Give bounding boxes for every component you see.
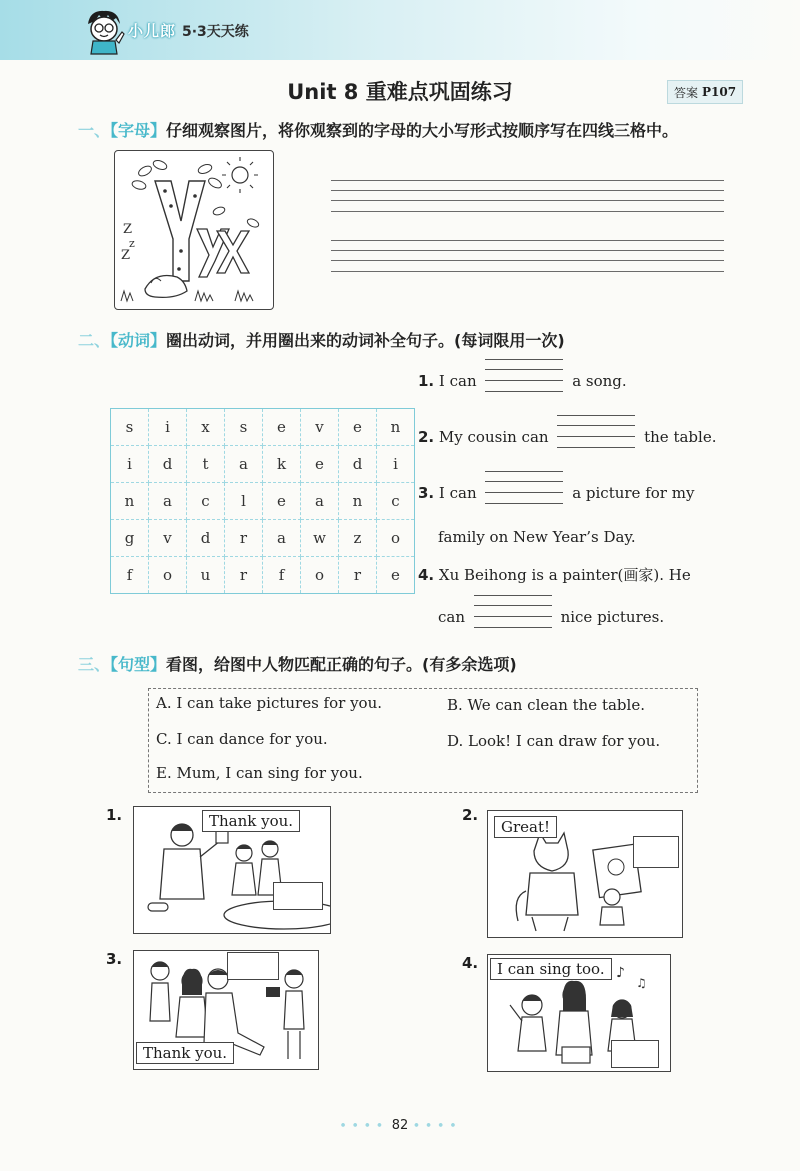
grid-cell[interactable]: w <box>301 520 339 557</box>
option-e[interactable]: E. Mum, I can sing for you. <box>156 764 363 782</box>
grid-cell[interactable]: d <box>187 520 225 557</box>
answer-blank[interactable] <box>485 485 563 503</box>
sun-icon <box>232 167 248 183</box>
four-line-grid-2[interactable] <box>331 240 724 272</box>
grid-cell[interactable]: e <box>263 409 301 446</box>
section3-tag: 【句型】 <box>110 655 167 674</box>
grid-cell[interactable]: i <box>149 409 187 446</box>
page-title: Unit 8 重难点巩固练习 <box>287 80 513 104</box>
grid-cell[interactable]: e <box>339 409 377 446</box>
question-text-after: nice pictures. <box>560 608 665 626</box>
svg-text:z: z <box>129 237 135 250</box>
svg-text:Z: Z <box>121 248 131 263</box>
grid-cell[interactable]: f <box>111 557 149 594</box>
speech-bubble-3: Thank you. <box>136 1042 234 1064</box>
grid-cell[interactable]: t <box>187 446 225 483</box>
page-footer <box>0 1118 800 1133</box>
question-text-before: I can <box>438 372 477 390</box>
question-text-after: a picture for my <box>572 484 695 502</box>
grid-cell[interactable]: l <box>225 483 263 520</box>
question-4-line2 <box>438 608 664 627</box>
grid-cell[interactable]: r <box>225 557 263 594</box>
grid-cell[interactable]: c <box>187 483 225 520</box>
grid-cell[interactable]: s <box>225 409 263 446</box>
tree-picture <box>114 150 274 310</box>
grid-cell[interactable]: i <box>111 446 149 483</box>
speech-bubble-4: I can sing too. <box>490 958 612 980</box>
page-number: 82 <box>391 1118 409 1133</box>
answer-label: 答案 <box>673 85 698 100</box>
grid-cell[interactable]: n <box>339 483 377 520</box>
question-number: 4. <box>418 566 435 584</box>
grid-cell[interactable]: k <box>263 446 301 483</box>
question-text-before: can <box>438 608 466 626</box>
question-text-before: I can <box>438 484 477 502</box>
grid-cell[interactable]: a <box>149 483 187 520</box>
word-search-grid[interactable] <box>110 408 415 594</box>
question-number: 1. <box>418 372 435 390</box>
section1-tag: 【字母】 <box>110 121 167 140</box>
grid-cell[interactable]: g <box>111 520 149 557</box>
section3-number: 三、 <box>78 655 111 674</box>
grid-cell[interactable]: e <box>301 446 339 483</box>
answer-bubble-4[interactable] <box>611 1040 659 1068</box>
grid-row <box>111 557 415 594</box>
footer-dots-right: ∙∙∙∙ <box>412 1118 461 1133</box>
answer-bubble-1[interactable] <box>273 882 323 910</box>
picture-2-number: 2. <box>462 806 479 824</box>
grid-cell[interactable]: v <box>149 520 187 557</box>
grid-row <box>111 446 415 483</box>
grid-cell[interactable]: a <box>225 446 263 483</box>
question-text-after: a song. <box>572 372 627 390</box>
option-d[interactable]: D. Look! I can draw for you. <box>447 732 661 750</box>
grid-cell[interactable]: r <box>339 557 377 594</box>
answer-page: P107 <box>701 85 737 99</box>
grid-cell[interactable]: n <box>111 483 149 520</box>
question-number: 3. <box>418 484 435 502</box>
grid-cell[interactable]: u <box>187 557 225 594</box>
answer-reference[interactable] <box>667 80 743 104</box>
svg-text:♫: ♫ <box>636 976 647 990</box>
letter-x <box>217 231 249 273</box>
grid-cell[interactable]: n <box>377 409 415 446</box>
grid-cell[interactable]: x <box>187 409 225 446</box>
question-3-line2: family on New Year’s Day. <box>438 528 636 546</box>
series-name: 5·3天天练 <box>182 24 249 40</box>
grid-cell[interactable]: r <box>225 520 263 557</box>
grid-cell[interactable]: e <box>377 557 415 594</box>
picture-4-number: 4. <box>462 954 479 972</box>
answer-bubble-2[interactable] <box>633 836 679 868</box>
grid-cell[interactable]: s <box>111 409 149 446</box>
grid-cell[interactable]: o <box>149 557 187 594</box>
grid-cell[interactable]: e <box>263 483 301 520</box>
grid-cell[interactable]: i <box>377 446 415 483</box>
grid-cell[interactable]: a <box>301 483 339 520</box>
footer-dots-left: ∙∙∙∙ <box>339 1118 388 1133</box>
grid-row <box>111 520 415 557</box>
four-line-grid-1[interactable] <box>331 180 724 212</box>
section2-number: 二、 <box>78 331 111 350</box>
answer-blank[interactable] <box>557 429 635 447</box>
section2-heading <box>78 328 565 351</box>
answer-bubble-3[interactable] <box>227 952 279 980</box>
answer-blank[interactable] <box>485 373 563 391</box>
grid-cell[interactable]: d <box>339 446 377 483</box>
picture-3-number: 3. <box>106 950 123 968</box>
brand-name: 小儿郎 <box>128 22 177 40</box>
section1-number: 一、 <box>78 121 111 140</box>
grid-cell[interactable]: f <box>263 557 301 594</box>
grid-cell[interactable]: c <box>377 483 415 520</box>
section2-instruction: 圈出动词，并用圈出来的动词补全句子。(每词限用一次) <box>166 331 565 350</box>
answer-blank[interactable] <box>474 609 552 627</box>
mascot-icon <box>80 6 126 56</box>
speech-bubble-2: Great! <box>494 816 557 838</box>
grid-row <box>111 483 415 520</box>
question-text-after: the table. <box>644 428 717 446</box>
question-2 <box>418 428 716 447</box>
svg-text:♪: ♪ <box>616 965 625 981</box>
section3-instruction: 看图，给图中人物匹配正确的句子。(有多余选项) <box>166 655 517 674</box>
picture-1-number: 1. <box>106 806 123 824</box>
speech-bubble-1: Thank you. <box>202 810 300 832</box>
grid-row <box>111 409 415 446</box>
question-number: 2. <box>418 428 435 446</box>
section1-heading <box>78 118 678 141</box>
grid-cell[interactable]: z <box>339 520 377 557</box>
grid-cell[interactable]: d <box>149 446 187 483</box>
question-4 <box>418 564 691 585</box>
grid-cell[interactable]: o <box>301 557 339 594</box>
option-b[interactable]: B. We can clean the table. <box>447 696 645 714</box>
letters-tree-illustration <box>115 151 273 309</box>
section1-instruction: 仔细观察图片，将你观察到的字母的大小写形式按顺序写在四线三格中。 <box>166 121 679 140</box>
question-3 <box>418 484 694 503</box>
question-text-before: My cousin can <box>438 428 549 446</box>
grid-cell[interactable]: a <box>263 520 301 557</box>
section3-heading <box>78 652 517 675</box>
question-1 <box>418 372 627 391</box>
section2-tag: 【动词】 <box>110 331 167 350</box>
grid-cell[interactable]: o <box>377 520 415 557</box>
grid-cell[interactable]: v <box>301 409 339 446</box>
svg-text:Z: Z <box>123 222 133 237</box>
question-text-before: Xu Beihong is a painter(画家). He <box>438 566 691 584</box>
sleeping-dog-icon <box>145 276 187 298</box>
option-c[interactable]: C. I can dance for you. <box>156 730 328 748</box>
option-a[interactable]: A. I can take pictures for you. <box>156 694 382 712</box>
